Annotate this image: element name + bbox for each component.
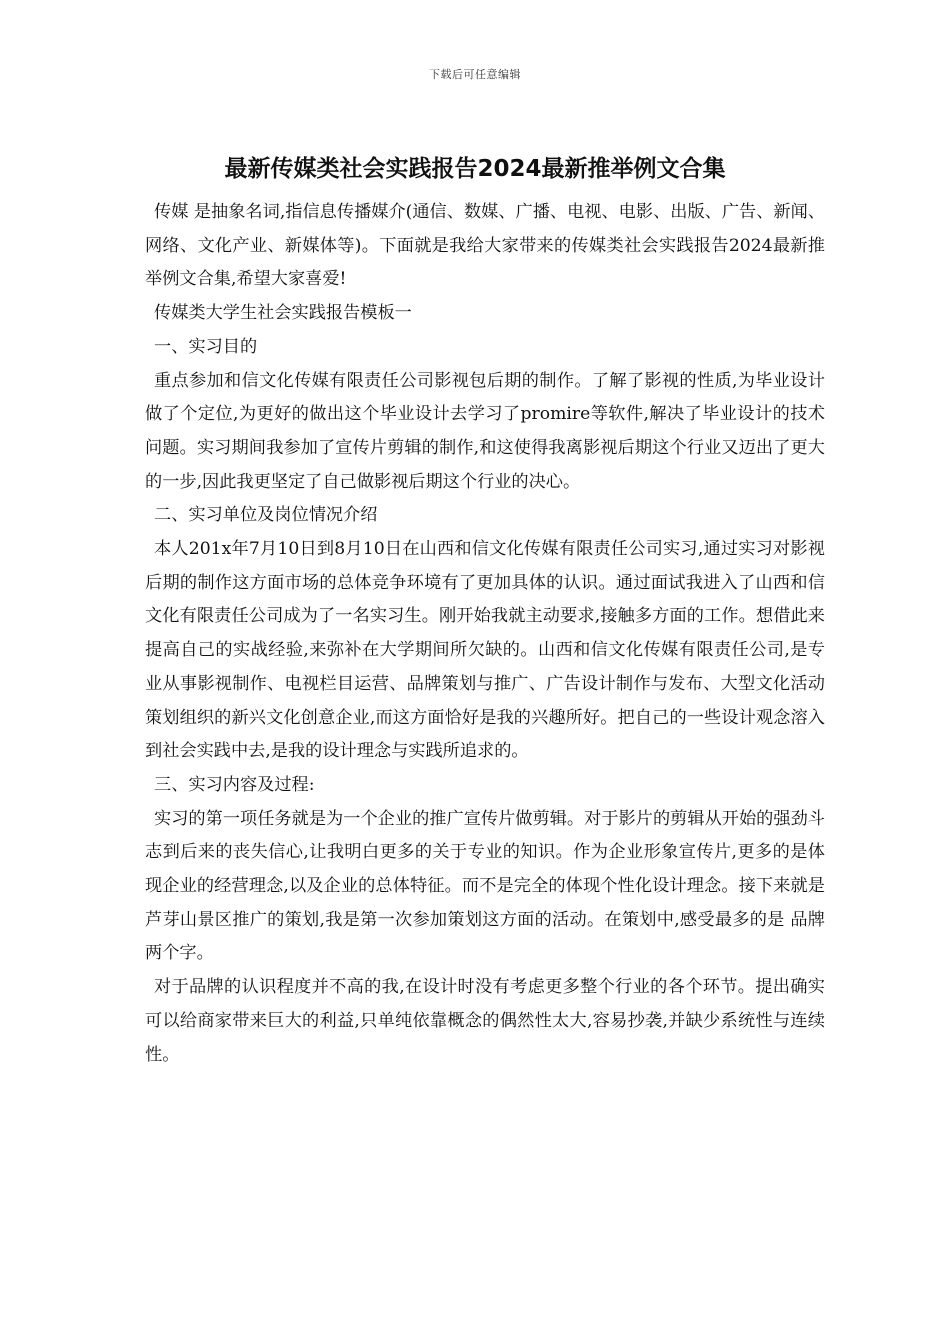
purpose-paragraph: 重点参加和信文化传媒有限责任公司影视包后期的制作。了解了影视的性质,为毕业设计做了个定位,为更好的做出这个毕业设计去学习了promire等软件,解决了毕业设计的技术问题。实习期间我参加了宣传片剪辑的制作,和这使得我离影视后期这个行业又迈出了更大的一步,因此我更坚定了自己做影视后期这个行业的决心。 <box>145 370 825 492</box>
brand-paragraph: 对于品牌的认识程度并不高的我,在设计时没有考虑更多整个行业的各个环节。提出确实可以给商家带来巨大的利益,只单纯依靠概念的偶然性太大,容易抄袭,并缺少系统性与连续性。 <box>145 977 825 1065</box>
unit-paragraph: 本人201x年7月10日到8月10日在山西和信文化传媒有限责任公司实习,通过实习对影视后期的制作这方面市场的总体竞争环境有了更加具体的认识。通过面试我进入了山西和信文化有限责任公司成为了一名实习生。刚开始我就主动要求,接触多方面的工作。想借此来提高自己的实战经验,来弥补在大学期间所欠缺的。山西和信文化传媒有限责任公司,是专业从事影视制作、电视栏目运营、品牌策划与推广、广告设计制作与发布、大型文化活动策划组织的新兴文化创意企业,而这方面恰好是我的兴趣所好。把自己的一些设计观念溶入到社会实践中去,是我的设计理念与实践所追求的。 <box>145 539 825 762</box>
section-heading-template: 传媒类大学生社会实践报告模板一 <box>154 303 412 324</box>
section-heading-content: 三、实习内容及过程: <box>154 774 315 795</box>
document-title: 最新传媒类社会实践报告2024最新推举例文合集 <box>224 156 726 182</box>
document-body <box>145 196 825 1072</box>
header-note: 下载后可任意编辑 <box>429 68 521 81</box>
intro-paragraph: 传媒 是抽象名词,指信息传播媒介(通信、数媒、广播、电视、电影、出版、广告、新闻、网络、文化产业、新媒体等)。下面就是我给大家带来的传媒类社会实践报告2024最新推举例文合集,希望大家喜爱! <box>145 202 825 290</box>
section-heading-unit: 二、实习单位及岗位情况介绍 <box>154 505 378 526</box>
section-heading-purpose: 一、实习目的 <box>154 336 258 357</box>
content-paragraph: 实习的第一项任务就是为一个企业的推广宣传片做剪辑。对于影片的剪辑从开始的强劲斗志到后来的丧失信心,让我明白更多的关于专业的知识。作为企业形象宣传片,更多的是体现企业的经营理念,以及企业的总体特征。而不是完全的体现个性化设计理念。接下来就是芦芽山景区推广的策划,我是第一次参加策划这方面的活动。在策划中,感受最多的是 品牌 两个字。 <box>145 808 825 964</box>
